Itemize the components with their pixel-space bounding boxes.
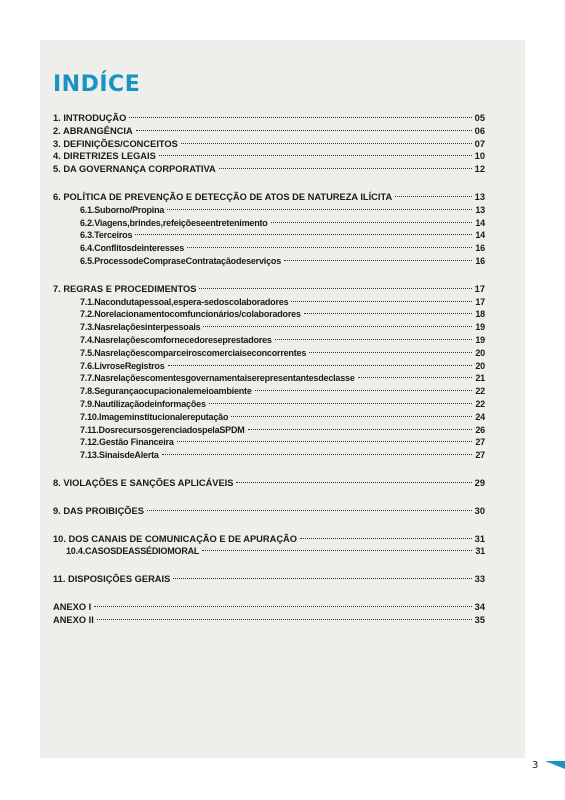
toc-entry-page: 22 [475,386,485,397]
toc-entry-label: 7.10.Imageminstitucionalereputação [80,411,229,422]
toc-entry-label: 5. DA GOVERNANÇA CORPORATIVA [53,164,216,175]
corner-accent [545,761,565,769]
toc-entry-label: 7.7.Nasrelaçõescomentesgovernamentaiserepresentantesdeclasse [80,373,355,384]
toc-entry-label: 6.5.ProcessodeCompraseContrataçãodeserviços [80,255,281,266]
toc-entry-page: 20 [475,347,485,358]
toc-entry-page: 05 [474,113,485,123]
toc-entry-page: 19 [475,322,485,333]
toc-entry-page: 22 [475,398,485,409]
toc-entry-page: 24 [475,411,485,422]
toc-dot-leader [309,352,472,353]
toc-entry-label: 3. DEFINIÇÕES/CONCEITOS [53,138,178,149]
toc-entry[interactable] [53,385,485,398]
toc-entry[interactable] [53,125,485,138]
toc-entry-page: 33 [474,574,485,585]
toc-entry-label: 7.2.Norelacionamentocomfuncionários/colaboradores [80,309,301,320]
toc-entry-label: 6.1.Suborno/Propina [80,204,165,215]
toc-entry-label: ANEXO II [53,614,94,625]
toc-entry[interactable] [53,204,485,217]
toc-dot-leader [135,234,472,235]
toc-dot-leader [162,454,473,455]
toc-entry-label: 11. DISPOSIÇÕES GERAIS [53,574,171,585]
toc-entry-label: 10.4.CASOSDEASSÉDIOMORAL [66,546,200,557]
toc-dot-leader [203,326,472,327]
toc-dot-leader [129,117,471,118]
toc-dot-leader [147,510,472,511]
toc-entry-page: 21 [475,373,485,384]
toc-entry-label: 7.13.SinaisdeAlerta [80,450,159,461]
toc-dot-leader [291,301,472,302]
toc-entry-page: 19 [475,334,485,345]
toc-dot-leader [94,606,471,607]
toc-entry[interactable] [53,229,485,242]
toc-entry[interactable] [53,505,485,518]
toc-entry-page: 27 [475,437,485,448]
toc-entry[interactable] [53,347,485,360]
toc-entry-label: 7.8.Segurançaocupacionalemeioambiente [80,386,252,397]
toc-dot-leader [181,143,472,144]
toc-dot-leader [168,365,473,366]
toc-entry[interactable] [53,321,485,334]
toc-dot-leader [177,441,473,442]
toc-dot-leader [284,260,472,261]
section-spacer [53,558,485,573]
toc-dot-leader [199,288,471,289]
toc-entry-page: 31 [475,546,485,557]
section-spacer [53,462,485,477]
toc-entry-page: 10 [474,151,485,162]
toc-entry-page: 07 [474,138,485,149]
toc-entry-page: 13 [475,204,485,215]
toc-entry[interactable] [53,436,485,449]
toc-entry-page: 14 [475,217,485,228]
toc-dot-leader [300,538,472,539]
toc-dot-leader [209,403,473,404]
toc-dot-leader [275,339,473,340]
toc-entry-page: 17 [475,296,485,307]
toc-entry-label: 1. INTRODUÇÃO [53,113,127,123]
toc-dot-leader [255,390,473,391]
toc-entry[interactable] [53,411,485,424]
toc-dot-leader [159,155,472,156]
toc-entry-label: 7.9.Nautilizaçãodeinformações [80,398,206,409]
toc-entry-label: 7.1.Nacondutapessoal,espera-sedoscolaboradores [80,296,289,307]
toc-entry-label: 7.6.LivroseRegistros [80,360,165,371]
toc-entry-label: 7. REGRAS E PROCEDIMENTOS [53,283,197,294]
toc-dot-leader [248,429,473,430]
toc-entry[interactable] [53,308,485,321]
toc-entry[interactable] [53,449,485,462]
toc-entry-page: 18 [475,309,485,320]
toc-entry[interactable] [53,360,485,373]
toc-entry[interactable] [53,112,485,125]
toc-entry-label: 7.12.Gestão Financeira [80,437,174,448]
toc-entry[interactable] [53,601,485,614]
toc-entry[interactable] [53,372,485,385]
toc-entry-label: 7.11.DosrecursosgerenciadospelaSPDM [80,424,245,435]
section-spacer [53,268,485,283]
toc-entry[interactable] [53,424,485,437]
toc-entry-page: 34 [474,601,485,612]
toc-entry-page: 16 [475,243,485,254]
toc-entry-label: ANEXO I [53,601,92,612]
toc-entry[interactable] [53,255,485,268]
toc-dot-leader [167,209,472,210]
section-spacer [53,586,485,601]
toc-entry[interactable] [53,573,485,586]
toc-entry[interactable] [53,296,485,309]
toc-entry-label: 10. DOS CANAIS DE COMUNICAÇÃO E DE APURAÇÃO [53,533,297,544]
toc-entry[interactable] [53,398,485,411]
toc-dot-leader [358,377,473,378]
toc-entry-label: 4. DIRETRIZES LEGAIS [53,151,156,162]
toc-entry-page: 26 [475,424,485,435]
toc-entry-page: 30 [474,505,485,516]
toc-dot-leader [202,550,472,551]
toc-entry-label: 2. ABRANGÊNCIA [53,125,133,136]
toc-entry-page: 35 [474,614,485,625]
toc-entry[interactable] [53,163,485,176]
toc-entry-label: 6.2.Viagens,brindes,refeiçõeseentretenimento [80,217,268,228]
toc-entry-page: 06 [474,125,485,136]
toc-entry-label: 7.4.Nasrelaçõescomfornecedoreseprestadores [80,334,272,345]
toc-dot-leader [304,313,473,314]
toc-entry-page: 16 [475,255,485,266]
toc-entry-label: 7.3.Nasrelaçõesinterpessoais [80,322,201,333]
toc-entry-page: 14 [475,230,485,241]
toc-entry[interactable] [53,283,485,296]
toc-dot-leader [187,247,472,248]
toc-entry[interactable] [53,545,485,558]
toc-entry[interactable] [53,614,485,627]
toc-entry-label: 6.4.Conflitosdeinteresses [80,243,185,254]
section-spacer [53,490,485,505]
toc-entry-label: 7.5.Nasrelaçõescomparceiroscomerciaiseconcorrentes [80,347,307,358]
toc-dot-leader [219,168,472,169]
toc-dot-leader [136,130,472,131]
toc-dot-leader [271,222,473,223]
table-of-contents [53,112,485,627]
toc-entry-page: 12 [474,164,485,175]
toc-entry-page: 27 [475,450,485,461]
toc-entry-page: 20 [475,360,485,371]
toc-entry[interactable] [53,242,485,255]
toc-entry-label: 9. DAS PROIBIÇÕES [53,505,144,516]
page-title: INDÍCE [53,72,141,97]
toc-entry-page: 29 [474,477,485,488]
section-spacer [53,176,485,191]
toc-entry[interactable] [53,191,485,204]
toc-entry[interactable] [53,477,485,490]
toc-entry-page: 17 [474,283,485,294]
toc-entry-label: 6. POLÍTICA DE PREVENÇÃO E DETECÇÃO DE ATOS DE NATUREZA ILÍCITA [53,191,393,202]
toc-entry[interactable] [53,217,485,230]
toc-entry[interactable] [53,150,485,163]
toc-dot-leader [173,578,471,579]
toc-entry-label: 6.3.Terceiros [80,230,133,241]
toc-entry-page: 31 [474,533,485,544]
toc-entry-label: 8. VIOLAÇÕES E SANÇÕES APLICÁVEIS [53,477,234,488]
toc-dot-leader [97,619,472,620]
toc-entry[interactable] [53,138,485,151]
toc-entry-page: 13 [474,191,485,202]
page-number: 3 [532,760,539,771]
toc-entry[interactable] [53,533,485,546]
toc-dot-leader [231,416,472,417]
toc-entry[interactable] [53,334,485,347]
toc-dot-leader [395,196,471,197]
section-spacer [53,518,485,533]
toc-dot-leader [236,482,471,483]
